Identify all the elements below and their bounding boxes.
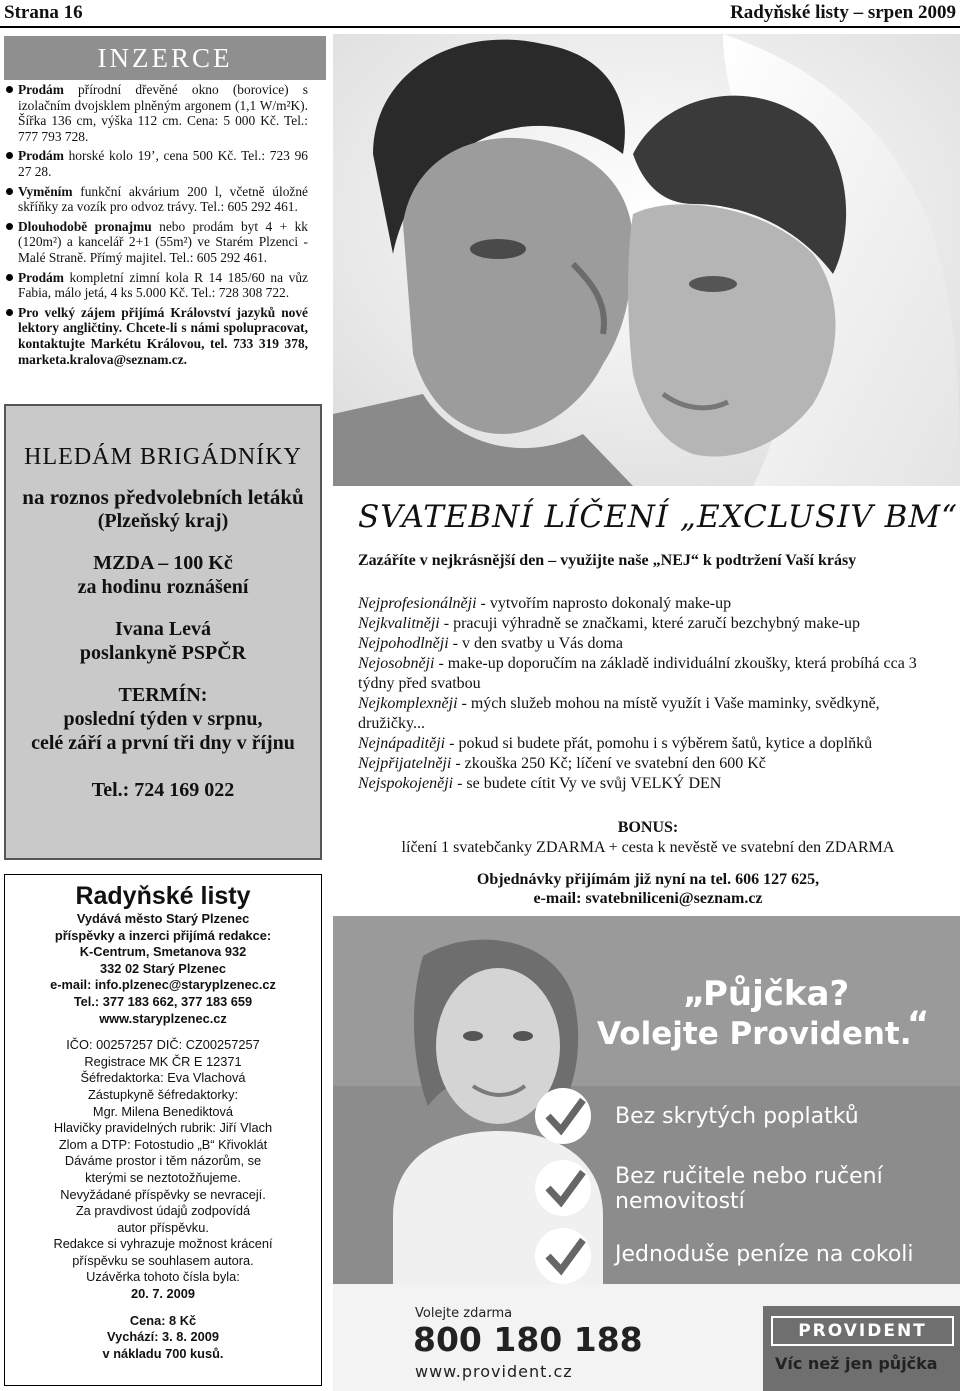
brigadniky-phone: Tel.: 724 169 022 bbox=[91, 779, 235, 801]
call-label: Volejte zdarma bbox=[415, 1306, 513, 1321]
quote-open: „ bbox=[683, 972, 706, 1012]
masthead-email: e-mail: info.plzenec@staryplzenec.cz bbox=[50, 977, 276, 993]
brigadniky-role: poslankyně PSPČR bbox=[79, 642, 247, 664]
svatebni-title: SVATEBNÍ LÍČENÍ „EXCLUSIV BM“ bbox=[358, 499, 958, 535]
couple-image bbox=[333, 34, 960, 486]
masthead-title: Radyňské listy bbox=[75, 882, 251, 910]
page-header bbox=[0, 0, 960, 28]
masthead-deadline: 20. 7. 2009 bbox=[130, 1286, 196, 1302]
masthead-line: Dáváme prostor i těm názorům, se bbox=[64, 1153, 262, 1169]
brigadniky-title: HLEDÁM BRIGÁDNÍKY bbox=[24, 444, 302, 470]
brigadniky-line: na roznos předvolebních letáků bbox=[22, 485, 304, 509]
bonus-text: líčení 1 svatebčanky ZDARMA + cesta k nevěstě ve svatební den ZDARMA bbox=[401, 839, 895, 856]
call-number: 800 180 188 bbox=[413, 1320, 643, 1359]
brigadniky-line: (Plzeňský kraj) bbox=[97, 510, 229, 532]
masthead-line: příspěvku se souhlasem autora. bbox=[72, 1252, 254, 1268]
order-email: e-mail: svatebniliceni@seznam.cz bbox=[533, 890, 763, 907]
svatebni-bonus bbox=[340, 818, 956, 858]
benefit-item: Jednoduše peníze na cokoli bbox=[615, 1242, 914, 1267]
order-phone: Objednávky přijímám již nyní na tel. 606 127 625, bbox=[476, 871, 820, 888]
masthead bbox=[4, 874, 322, 1386]
masthead-line: Hlavičky pravidelných rubrik: Jiří Vlach bbox=[53, 1120, 273, 1136]
page-number: Strana 16 bbox=[4, 2, 83, 23]
masthead-line: Vydává město Starý Plzenec bbox=[76, 911, 250, 926]
ad-item: Pro velký zájem přijímá Království jazyků nové lektory angličtiny. Chcete-li s námi spolupracovat, kontaktujte Markétu Královou, tel. 733 319 378, marketa.kralova@seznam.cz. bbox=[6, 305, 308, 367]
svatebni-item: Nejpohodlněji - v den svatby u Vás doma bbox=[358, 635, 623, 652]
svatebni-item: Nejpřijatelněji - zkouška 250 Kč; líčení ve svatební den 600 Kč bbox=[358, 755, 766, 772]
bonus-label: BONUS: bbox=[617, 819, 679, 836]
provident-website: www.provident.cz bbox=[415, 1362, 573, 1381]
masthead-line: IČO: 00257257 DIČ: CZ00257257 bbox=[66, 1037, 260, 1053]
brigadniky-pay: MZDA – 100 Kč bbox=[93, 552, 233, 574]
svatebni-order bbox=[340, 870, 956, 908]
brigadniky-term: celé září a první tři dny v říjnu bbox=[31, 732, 295, 754]
masthead-tel: Tel.: 377 183 662, 377 183 659 bbox=[73, 993, 253, 1009]
masthead-line: Mgr. Milena Benediktová bbox=[92, 1103, 234, 1119]
provident-subheadline: Volejte Provident. bbox=[597, 1016, 912, 1052]
benefit-item: Bez ručitele nebo ručení bbox=[615, 1164, 883, 1189]
masthead-line: autor příspěvku. bbox=[117, 1219, 209, 1235]
masthead-line: příspěvky a inzerci přijímá redakce: bbox=[54, 927, 272, 943]
svatebni-item: Nejprofesionálněji - vytvořím naprosto dokonalý make-up bbox=[358, 595, 732, 612]
benefit-item: nemovitostí bbox=[615, 1189, 745, 1214]
masthead-line: K-Centrum, Smetanova 932 bbox=[79, 944, 247, 960]
ad-item: Dlouhodobě pronajmu nebo prodám byt 4 + kk (120m²) a kancelář 2+1 (55m²) ve Starém Plzenci - Malé Straně. Přímý majitel. Tel.: 605 292 461. bbox=[6, 219, 308, 266]
svatebni-list bbox=[358, 594, 942, 794]
ad-item: Prodám kompletní zimní kola R 14 185/60 na vůz Fabia, málo jetá, 4 ks 5.000 Kč. Tel.: 728 308 722. bbox=[6, 270, 308, 301]
svatebni-item: Nejkomplexněji - mých služeb mohou na místě využít i Vaše maminky, svědkyně, družičky... bbox=[358, 695, 880, 732]
masthead-line: kterými se neztotožňujeme. bbox=[85, 1169, 241, 1185]
ads-banner: INZERCE bbox=[4, 36, 326, 80]
benefit-item: Bez skrytých poplatků bbox=[615, 1104, 859, 1129]
provident-slogan: Víc než jen půjčka bbox=[775, 1354, 938, 1373]
masthead-line: 332 02 Starý Plzenec bbox=[100, 960, 226, 976]
svatebni-item: Nejosobněji - make-up doporučím na základě individuální zkoušky, která probíhá cca 3 týdny před svatbou bbox=[358, 655, 917, 692]
quote-close: “ bbox=[907, 1004, 930, 1044]
provident-headline: Půjčka? bbox=[703, 974, 850, 1014]
svatebni-item: Nejspokojeněji - se budete cítit Vy ve svůj VELKÝ DEN bbox=[358, 775, 722, 792]
svatebni-intro: Zazáříte v nejkrásnější den – využijte naše „NEJ“ k podtržení Vaší krásy bbox=[358, 552, 857, 569]
svatebni-item: Nejkvalitněji - pracuji výhradně se značkami, které zaručí bezchybný make-up bbox=[358, 615, 860, 632]
header-rule bbox=[0, 26, 960, 28]
ad-item: Vyměním funkční akvárium 200 l, včetně úložné skříňky za vozík pro odvoz trávy. Tel.: 605 292 461. bbox=[6, 184, 308, 215]
brigadniky-term-label: TERMÍN: bbox=[118, 684, 208, 706]
masthead-web: www.staryplzenec.cz bbox=[99, 1010, 227, 1026]
wedding-couple-photo bbox=[333, 34, 960, 486]
masthead-line: Redakce si vyhrazuje možnost krácení bbox=[53, 1236, 273, 1252]
ad-item: Prodám přírodní dřevěné okno (borovice) s izolačním dvojsklem plněným argonem (1,1 W/m²K). Šířka 136 cm, výška 112 cm. Cena: 5 000 Kč. Tel.: 777 793 728. bbox=[6, 82, 308, 144]
masthead-line: Zástupkyně šéfredaktorky: bbox=[87, 1086, 239, 1102]
masthead-copies: v nákladu 700 kusů. bbox=[102, 1345, 224, 1361]
masthead-line: Za pravdivost údajů zodpovídá bbox=[75, 1203, 251, 1219]
masthead-line: Uzávěrka tohoto čísla byla: bbox=[86, 1269, 240, 1285]
ad-item: Prodám horské kolo 19’, cena 500 Kč. Tel.: 723 96 27 28. bbox=[6, 148, 308, 179]
brigadniky-name: Ivana Levá bbox=[114, 618, 212, 640]
masthead-line: Šéfredaktorka: Eva Vlachová bbox=[80, 1070, 246, 1086]
provident-ad bbox=[333, 916, 960, 1391]
brigadniky-term: poslední týden v srpnu, bbox=[63, 708, 263, 730]
provident-logo: PROVIDENT bbox=[771, 1316, 954, 1346]
masthead-price: Cena: 8 Kč bbox=[129, 1312, 197, 1328]
masthead-line: Zlom a DTP: Fotostudio „B“ Křivoklát bbox=[58, 1136, 268, 1152]
brigadniky-ad bbox=[4, 404, 322, 860]
ads-list bbox=[6, 82, 308, 371]
svatebni-item: Nejnápaditěji - pokud si budete přát, pomohu i s výběrem šatů, kytice a doplňků bbox=[358, 735, 873, 752]
issue-title: Radyňské listy – srpen 2009 bbox=[730, 2, 956, 23]
masthead-line: Registrace MK ČR E 12371 bbox=[84, 1053, 242, 1069]
brigadniky-pay: za hodinu roznášení bbox=[77, 576, 249, 598]
masthead-line: Nevyžádané příspěvky se nevracejí. bbox=[60, 1186, 266, 1202]
masthead-out: Vychází: 3. 8. 2009 bbox=[107, 1329, 219, 1345]
